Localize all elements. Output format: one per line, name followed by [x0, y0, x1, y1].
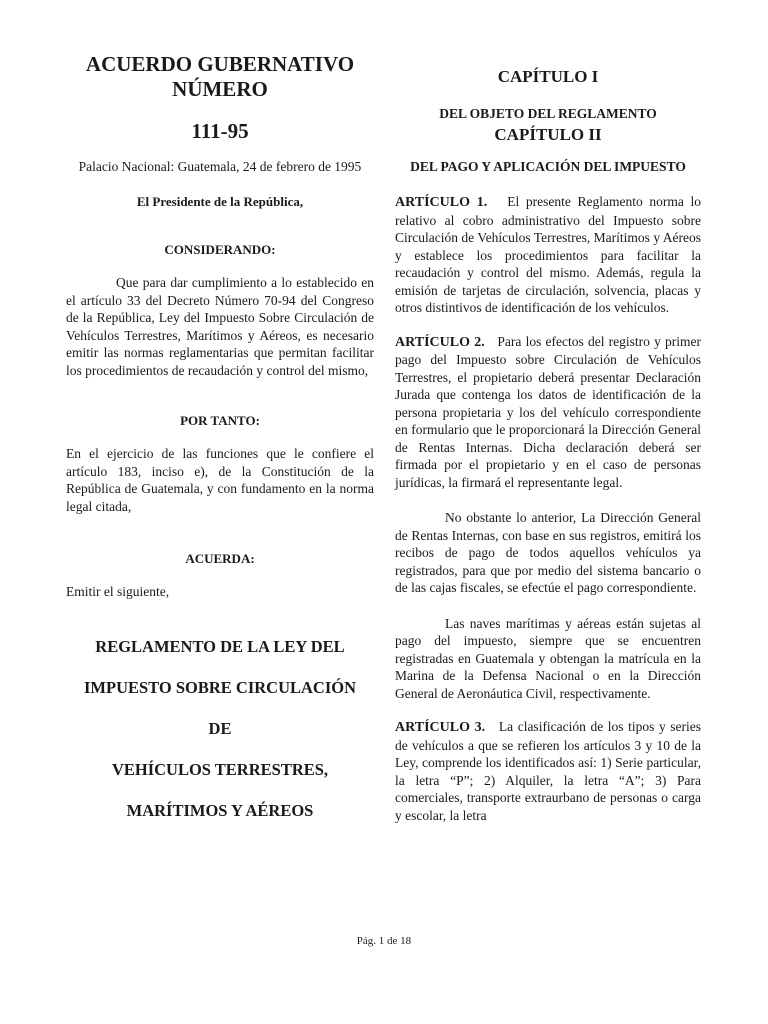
chapter-2-title: CAPÍTULO II [494, 125, 602, 144]
left-column [66, 52, 374, 821]
acuerda-heading: ACUERDA: [185, 551, 255, 566]
article-2-paragraph-2: No obstante lo anterior, La Dirección General de Rentas Internas, con base en sus registros, emitirá los recibos de pago de todos aquellos vehículos ya registrados, para que por medio del sistema bancario o de las cajas fiscales, se efectúe el pago correspondiente. [395, 510, 701, 595]
article-1 [395, 193, 701, 317]
reglamento-title-line1: REGLAMENTO DE LA LEY DEL [95, 636, 345, 656]
reglamento-title-line4: VEHÍCULOS TERRESTRES, [111, 759, 329, 779]
por-tanto-text: En el ejercicio de las funciones que le confiere el artículo 183, inciso e), de la Constitución de la República de Guatemala, y con fundamento en la norma legal citada, [66, 446, 374, 514]
article-3-label: ARTÍCULO 3. [395, 720, 486, 735]
article-1-text: El presente Reglamento norma lo relativo al cobro administrativo del Impuesto sobre Circulación de Vehículos Terrestres, Marítimos y Aéreos y establece los procedimientos para facilitar la recaudación y control del mismo. Además, regula la emisión de tarjetas de circulación, solvencia, placas y otros distintivos de identificación de los vehículos. [395, 194, 701, 315]
article-2 [395, 333, 701, 492]
article-3 [395, 718, 701, 824]
reglamento-title-line2: IMPUESTO SOBRE CIRCULACIÓN [84, 677, 356, 697]
article-3-text: La clasificación de los tipos y series de vehículos a que se refieren los artículos 3 y 10 de la Ley, comprende los identificados así: 1) Serie particular, la letra “P”; 2) Alquiler, la letra “A”; 3) Para comerciales, transporte extraurbano de personas o carga y escolar, la letra [395, 719, 702, 823]
president-line: El Presidente de la República, [136, 194, 304, 209]
article-2-label: ARTÍCULO 2. [395, 334, 485, 350]
page-footer: Pág. 1 de 18 [356, 935, 412, 947]
right-column [395, 66, 701, 824]
reglamento-title-line5: MARÍTIMOS Y AÉREOS [126, 800, 314, 820]
considerando-text: Que para dar cumplimiento a lo establecido en el artículo 33 del Decreto Número 70-94 del Congreso de la República, Ley del Impuesto Sobre Circulación de Vehículos Terrestres, Marítimos y Aéreos, es necesario emitir las normas reglamentarias que permitan facilitar los procedimientos de recaudación y control del mismo, [66, 275, 374, 378]
chapter-1-title: CAPÍTULO I [497, 67, 599, 86]
considerando-heading: CONSIDERANDO: [164, 242, 276, 257]
chapter-2-subtitle: DEL PAGO Y APLICACIÓN DEL IMPUESTO [410, 159, 686, 174]
place-and-date: Palacio Nacional: Guatemala, 24 de febrero de 1995 [78, 159, 362, 174]
article-1-label: ARTÍCULO 1. [395, 195, 488, 210]
article-2-text: Para los efectos del registro y primer pago del Impuesto sobre Circulación de Vehículos Terrestres, el propietario deberá presentar Declaración Jurada que contenga los datos de identificación de la persona propietaria y los del vehículo correspondiente en formulario que le proporcionará la Dirección General de Rentas Internas. Dicha declaración deberá ser firmada por el propietario y en el caso de personas jurídicas, la firmará el representante legal. [395, 333, 702, 490]
reglamento-title-line3: DE [208, 718, 232, 738]
document-title-line2: NÚMERO [172, 77, 268, 101]
agreement-number: 111-95 [191, 119, 249, 143]
document-title-line1: ACUERDO GUBERNATIVO [85, 52, 355, 76]
por-tanto-heading: POR TANTO: [180, 413, 260, 428]
article-2-paragraph-3: Las naves marítimas y aéreas están sujetas al pago del impuesto, siempre que se encuentren registradas en Guatemala y obtengan la matrícula en la Marina de la Defensa Nacional o en la Dirección General de Aeronáutica Civil, respectivamente. [395, 615, 701, 701]
emitir-line: Emitir el siguiente, [66, 584, 170, 599]
chapter-1-subtitle: DEL OBJETO DEL REGLAMENTO [439, 106, 657, 121]
